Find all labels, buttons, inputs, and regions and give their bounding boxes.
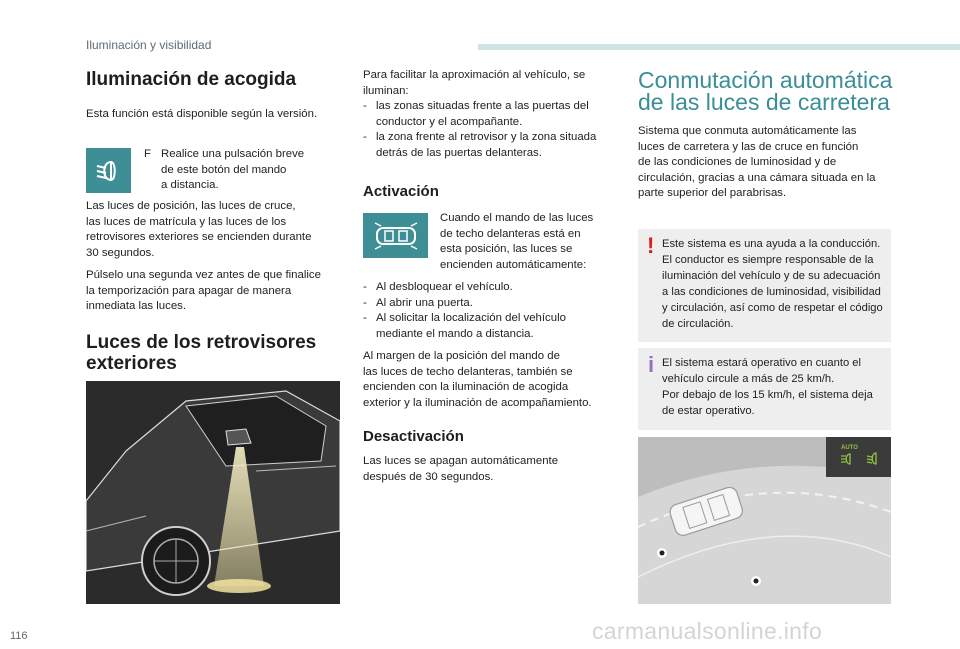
title-iluminacion-acogida: Iluminación de acogida: [86, 69, 297, 90]
page-number: 116: [10, 630, 28, 642]
auto-high-beam-illustration: [638, 437, 891, 604]
intro-sistema: Sistema que conmuta automáticamente las luces de carretera y las de cruce en función de las condiciones de luminosidad y de circulación, gracias a una cámara situada en la parte superior del parabrisas.: [638, 125, 876, 200]
info-icon: i: [648, 352, 655, 377]
car-mirror-light-illustration: [86, 381, 340, 604]
activation-text: Cuando el mando de las luces de techo delanteras está en esta posición, las luces se encienden automáticamente:: [440, 212, 594, 271]
list-item: - las zonas situadas frente a las puertas del conductor y el acompañante.: [363, 99, 623, 130]
title-luces-retrovisores: Luces de los retrovisores exteriores: [86, 332, 317, 374]
low-beam-icon: [86, 148, 131, 193]
margin-text: Al margen de la posición del mando de las luces de techo delanteras, también se encienden con la iluminación de acogida exterior y la iluminación de acompañamiento.: [363, 350, 592, 409]
deactivation-text: Las luces se apagan automáticamente después de 30 segundos.: [363, 455, 559, 483]
courtesy-light-icon: [363, 213, 428, 258]
list-item: - la zona frente al retrovisor y la zona situada detrás de las puertas delanteras.: [363, 130, 623, 161]
instruction-text: Realice una pulsación breve de este botón del mando a distancia.: [161, 148, 305, 192]
title-conmutacion: Conmutación automática de las luces de carretera: [638, 67, 893, 115]
instruction-marker: F: [144, 148, 151, 160]
intro-aproximacion: Para facilitar la aproximación al vehículo, se iluminan:: [363, 69, 586, 97]
low-beam-indicator-icon: [866, 452, 884, 465]
auto-beam-icon: [840, 453, 858, 465]
warning-text: Este sistema es una ayuda a la conducción. El conductor es siempre responsable de la iluminación del vehículo y de su adecuación a las condiciones de luminosidad, visibilidad y circulación, así como de respetar el código de circulación.: [662, 238, 883, 330]
list-item: - Al abrir una puerta.: [363, 296, 623, 312]
info-box: [638, 348, 891, 430]
auto-label: AUTO: [841, 445, 858, 451]
illuminate-list: [363, 99, 623, 161]
warning-box: [638, 229, 891, 342]
list-item: - Al desbloquear el vehículo.: [363, 280, 623, 296]
title-activacion: Activación: [363, 183, 439, 200]
title-desactivacion: Desactivación: [363, 428, 464, 445]
watermark: carmanualsonline.info: [592, 618, 823, 644]
intro-text: Esta función está disponible según la versión.: [86, 108, 318, 120]
info-text: El sistema estará operativo en cuanto el vehículo circule a más de 25 km/h. Por debajo de los 15 km/h, el sistema deja de estar operativo.: [662, 357, 873, 417]
para-luces-posicion: Las luces de posición, las luces de cruce, las luces de matrícula y las luces de los retrovisores exteriores se encienden durante 30 segundos.: [86, 200, 312, 259]
list-item: - Al solicitar la localización del vehículo mediante el mando a distancia.: [363, 311, 623, 342]
warning-icon: !: [647, 233, 655, 258]
activation-list: [363, 280, 623, 342]
para-pulselo: Púlselo una segunda vez antes de que finalice la temporización para apagar de manera inmediata las luces.: [86, 269, 321, 313]
header-bar: [478, 44, 960, 50]
section-header: Iluminación y visibilidad: [86, 38, 212, 52]
